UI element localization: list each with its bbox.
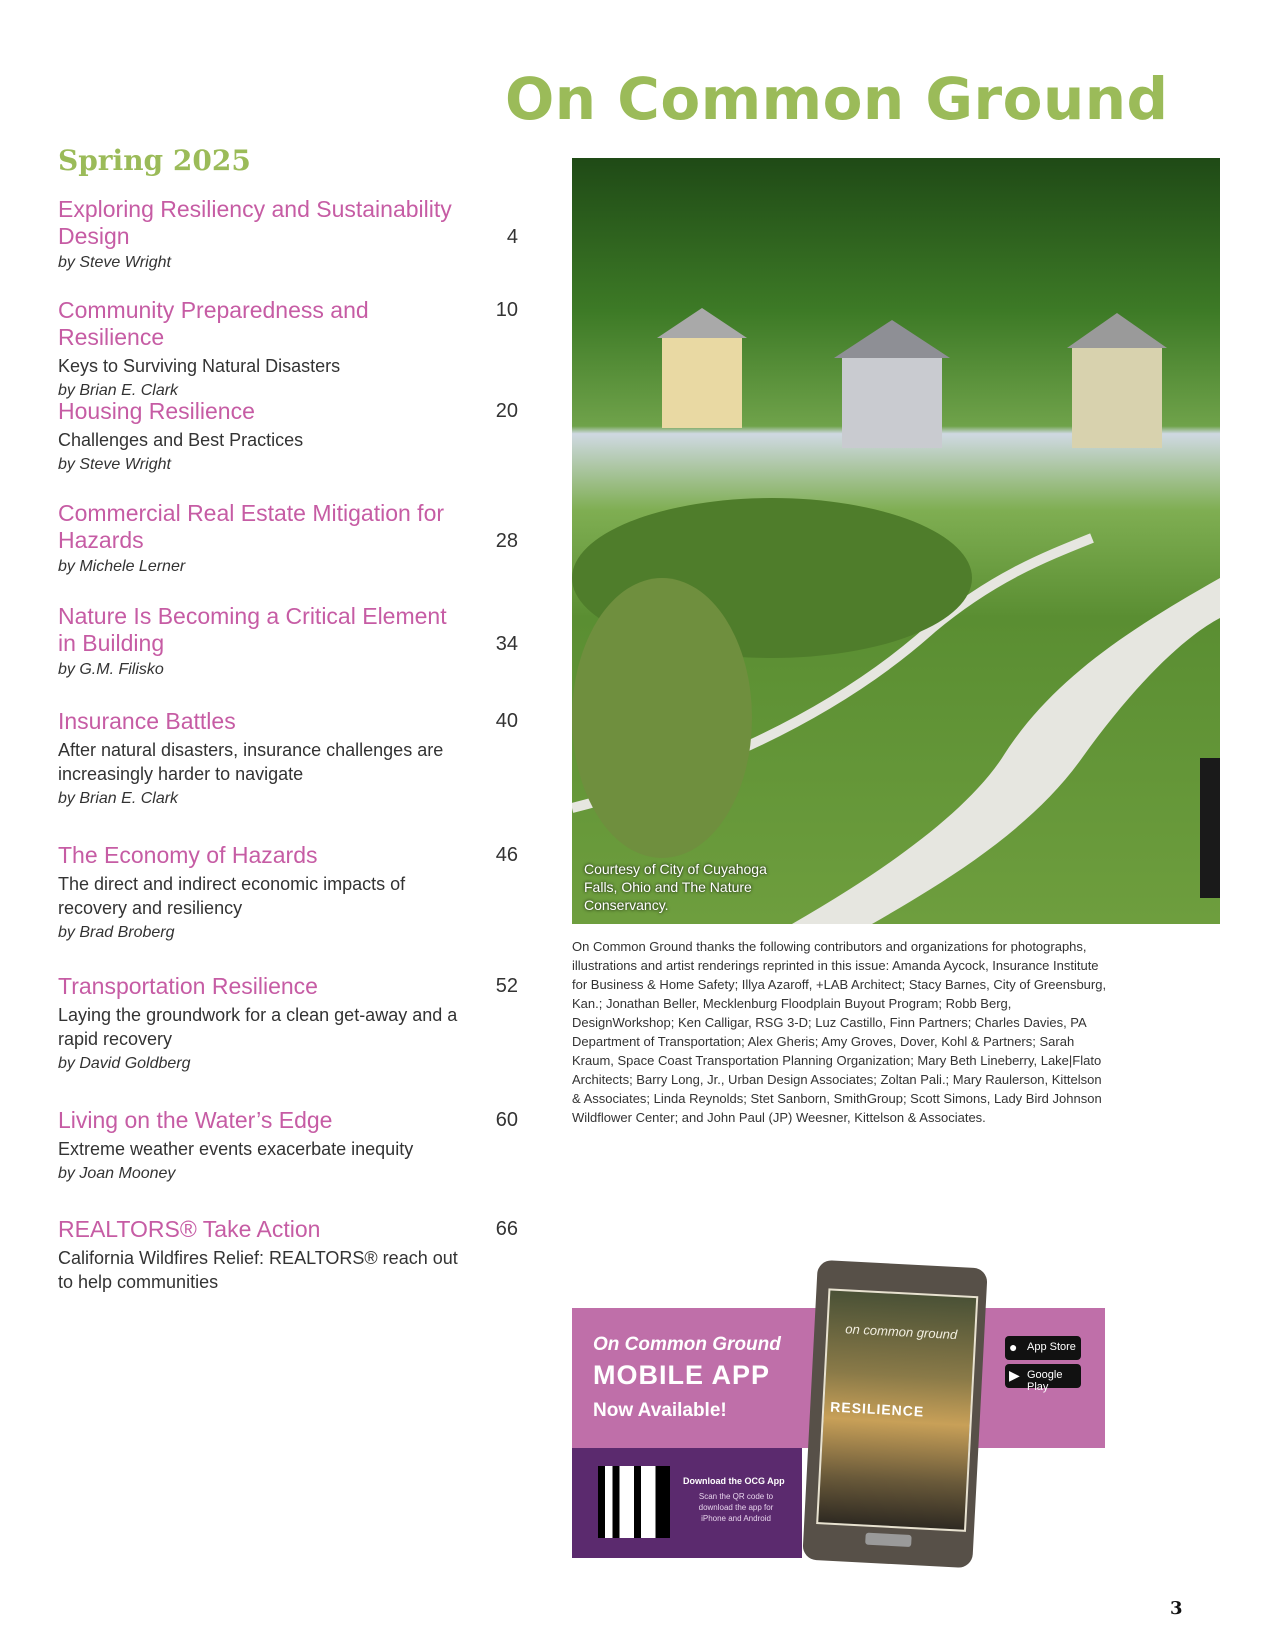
- house-shape: [662, 338, 742, 428]
- toc-entry[interactable]: [58, 842, 518, 942]
- toc-title[interactable]: The Economy of Hazards: [58, 842, 318, 868]
- post-shape: [1200, 758, 1220, 898]
- roof-shape: [1067, 313, 1167, 348]
- toc-title[interactable]: Living on the Water’s Edge: [58, 1107, 333, 1133]
- toc-subtitle: Extreme weather events exacerbate inequity: [58, 1139, 414, 1159]
- phone-mockup: [802, 1260, 987, 1568]
- page-number: 3: [1170, 1598, 1183, 1619]
- toc-entry[interactable]: [58, 973, 518, 1073]
- toc-page: 46: [495, 844, 518, 866]
- apple-icon: ●: [1009, 1339, 1018, 1355]
- app-store-badge[interactable]: [1005, 1336, 1081, 1360]
- download-text: Scan the QR code to download the app for iPhone and Android: [698, 1492, 774, 1523]
- screen-heading: RESILIENCE: [829, 1398, 925, 1420]
- toc-subtitle: California Wildfires Relief: REALTORS® reach out to help communities: [58, 1248, 458, 1292]
- contributors-text: On Common Ground thanks the following contributors and organizations for photographs, illustrations and artist renderings reprinted in this issue: Amanda Aycock, Insurance Institute for Business & Home Safety; Illya Azaroff, +LAB Architect; Stacy Barnes, City of Greensburg, Kan.; Jonathan Beller, Mecklenburg Floodplain Buyout Program; Robb Berg, DesignWorkshop; Ken Calligar, RSG 3-D; Luz Castillo, Finn Partners; Charles Davies, PA Department of Transportation; Alex Gheris; Amy Groves, Dover, Kohl & Partners; Sarah Kraum, Space Coast Transportation Planning Organization; Mary Beth Lineberry, Lake|Flato Architects; Barry Long, Jr., Urban Design Associates; Zoltan Pali.; Mary Raulerson, Kittelson & Associates; Linda Reynolds; Stet Sanborn, SmithGroup; Scott Simons, Lady Bird Johnson Wildflower Center; and John Paul (JP) Weesner, Kittelson & Associates.: [572, 939, 1107, 1125]
- toc-title[interactable]: Insurance Battles: [58, 708, 236, 734]
- roof-shape: [657, 308, 747, 338]
- toc-title[interactable]: REALTORS® Take Action: [58, 1216, 321, 1242]
- toc-author: by G.M. Filisko: [58, 661, 164, 678]
- toc-entry[interactable]: [58, 398, 518, 474]
- toc-title[interactable]: Exploring Resiliency and Sustainability Design: [58, 196, 452, 249]
- toc-page: 28: [495, 530, 518, 552]
- phone-home-button: [865, 1533, 912, 1547]
- toc-subtitle: Keys to Surviving Natural Disasters: [58, 356, 341, 376]
- phone-screen: [816, 1288, 978, 1532]
- toc-page: 52: [495, 975, 518, 997]
- toc-author: by Brian E. Clark: [58, 790, 179, 807]
- toc-page: 40: [495, 710, 518, 732]
- toc-entry[interactable]: [58, 1216, 518, 1294]
- toc-entry[interactable]: [58, 500, 518, 576]
- toc-author: by Michele Lerner: [58, 558, 186, 575]
- toc-page: 66: [495, 1218, 518, 1240]
- masthead-title: On Common Ground: [505, 65, 1169, 133]
- toc-title[interactable]: Transportation Resilience: [58, 973, 318, 999]
- app-ad-line1: On Common Ground: [593, 1334, 781, 1355]
- app-ad-line2: MOBILE APP: [593, 1360, 771, 1390]
- cover-photo: [572, 158, 1220, 924]
- toc-subtitle: Challenges and Best Practices: [58, 430, 304, 450]
- qr-code[interactable]: [598, 1466, 670, 1538]
- screen-title: on common ground: [844, 1321, 958, 1343]
- toc-page: 34: [495, 633, 518, 655]
- toc-entry[interactable]: [58, 297, 518, 400]
- toc-author: by Brad Broberg: [58, 924, 175, 941]
- toc-entry[interactable]: [58, 603, 518, 679]
- toc-page: 10: [495, 299, 518, 321]
- toc-subtitle: The direct and indirect economic impacts of recovery and resiliency: [58, 874, 406, 918]
- issue-date: Spring 2025: [58, 144, 251, 177]
- toc-author: by David Goldberg: [58, 1055, 191, 1072]
- toc-page: 4: [506, 226, 518, 248]
- toc-author: by Steve Wright: [58, 456, 171, 473]
- toc-author: by Steve Wright: [58, 254, 171, 271]
- google-play-label: Google Play: [1027, 1369, 1063, 1393]
- toc-entry[interactable]: [58, 1107, 518, 1183]
- app-ad-line3: Now Available!: [593, 1400, 727, 1421]
- google-play-badge[interactable]: [1005, 1364, 1081, 1393]
- toc-page: 60: [495, 1109, 518, 1131]
- toc-title[interactable]: Community Preparedness and Resilience: [58, 297, 369, 350]
- grass-shape: [572, 578, 752, 858]
- toc-page: 20: [495, 400, 518, 422]
- roof-shape: [834, 320, 950, 358]
- app-store-label: App Store: [1027, 1341, 1076, 1353]
- house-shape: [842, 358, 942, 448]
- park-scene-illustration: [572, 158, 1220, 924]
- toc-entry[interactable]: [58, 196, 518, 272]
- toc-subtitle: After natural disasters, insurance challenges are increasingly harder to navigate: [58, 740, 444, 784]
- toc-author: by Brian E. Clark: [58, 382, 179, 399]
- toc-title[interactable]: Nature Is Becoming a Critical Element in Building: [58, 603, 447, 656]
- toc-title[interactable]: Housing Resilience: [58, 398, 255, 424]
- house-shape: [1072, 348, 1162, 448]
- toc-subtitle: Laying the groundwork for a clean get-away and a rapid recovery: [58, 1005, 458, 1049]
- photo-credit: Courtesy of City of Cuyahoga Falls, Ohio and The Nature Conservancy.: [584, 861, 767, 913]
- toc-title[interactable]: Commercial Real Estate Mitigation for Hazards: [58, 500, 445, 553]
- toc-entry[interactable]: [58, 708, 518, 808]
- download-title: Download the OCG App: [683, 1476, 785, 1486]
- toc-author: by Joan Mooney: [58, 1165, 176, 1182]
- play-icon: ▶: [1009, 1367, 1020, 1383]
